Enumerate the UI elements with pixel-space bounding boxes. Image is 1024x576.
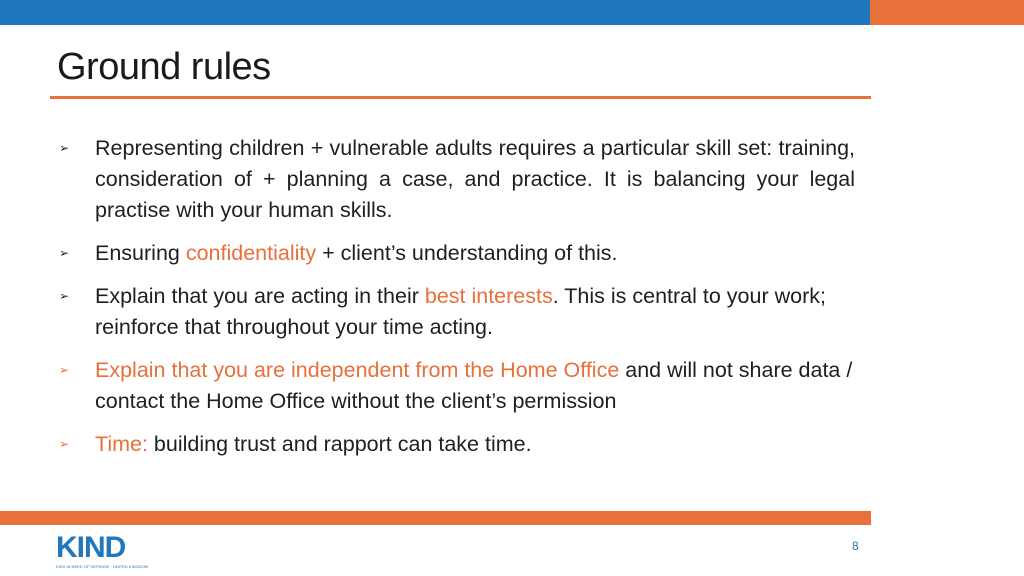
- top-bar-orange: [870, 0, 1024, 25]
- bullet-item: [55, 429, 855, 460]
- bullet-text: and will not share data / contact the Home Office without the client’s permission: [95, 358, 853, 413]
- bullet-item: [55, 133, 855, 226]
- bullet-highlight: Explain that you are independent from the Home Office: [95, 358, 620, 382]
- kind-logo: [56, 531, 149, 573]
- page-number: 8: [852, 539, 859, 553]
- top-bar-blue: [0, 0, 870, 25]
- arrow-bullet-icon: ➢: [59, 141, 70, 155]
- bullet-text: + client’s understanding of this.: [316, 241, 618, 265]
- bullet-highlight: Time:: [95, 432, 148, 456]
- bullet-list: [55, 133, 855, 460]
- arrow-bullet-icon: ➢: [59, 246, 70, 260]
- title-underline: [50, 96, 871, 99]
- bottom-bar: [0, 511, 871, 525]
- bullet-item: [55, 238, 855, 269]
- logo-tagline: KIDS IN NEED OF DEFENSE · UNITED KINGDOM: [56, 564, 149, 569]
- logo-wordmark: KIND: [56, 531, 126, 564]
- arrow-bullet-icon: ➢: [59, 363, 70, 377]
- bullet-text: building trust and rapport can take time.: [147, 432, 532, 456]
- bullet-text: Ensuring: [95, 241, 186, 265]
- arrow-bullet-icon: ➢: [59, 437, 70, 451]
- bullet-text: Explain that you are acting in their: [95, 284, 425, 308]
- slide-title: Ground rules: [57, 46, 271, 88]
- bullet-item: [55, 355, 855, 417]
- bullet-item: [55, 281, 855, 343]
- bullet-text: Representing children + vulnerable adults requires a particular skill set: training, consideration of + planning a case, and practice. It is balancing your legal practise with your human skills.: [95, 136, 855, 222]
- bullet-highlight: confidentiality: [185, 241, 317, 265]
- bullet-text: . This is central to your work; reinforce that throughout your time acting.: [95, 284, 826, 339]
- bullet-highlight: best interests: [424, 284, 553, 308]
- arrow-bullet-icon: ➢: [59, 289, 70, 303]
